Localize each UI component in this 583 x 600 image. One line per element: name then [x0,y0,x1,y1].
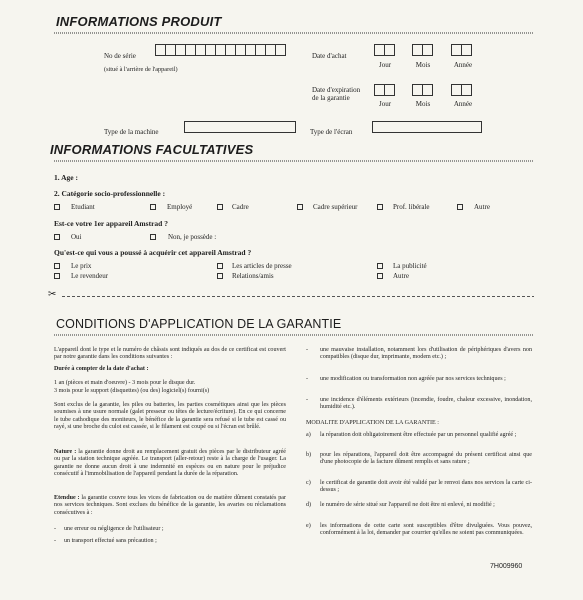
etendue-label: Etendue : [54,495,80,501]
option-cadre-superieur: Cadre supérieur [313,203,358,211]
checkbox-etudiant[interactable] [54,204,60,210]
purchase-date-label: Date d'achat [312,52,347,60]
checkbox-prof-liberale[interactable] [377,204,383,210]
day-label: Jour [378,100,392,108]
duration-line-1: 1 an (pièces et main d'oeuvre) - 3 mois pour le disque dur. [54,380,196,386]
machine-type-label: Type de la machine [104,128,159,136]
section-rule [54,334,534,336]
cut-line [62,296,534,297]
nature-label: Nature : [54,449,77,455]
purchase-day-field[interactable] [374,44,394,56]
document-code: 7H009960 [490,563,523,570]
warranty-intro: L'appareil dont le type et le numéro de châssis sont indiqués au dos de ce certificat est couvert par notre garantie dans les conditions suivantes : [54,347,286,361]
checkbox-cadre[interactable] [217,204,223,210]
bullet-dash: - [54,526,57,532]
checkbox-prix[interactable] [54,263,60,269]
option-autre: Autre [474,203,490,211]
modalite-c: le certificat de garantie doit avoir été validé par le renvoi dans nos services la carte ci-dessus ; [320,480,532,494]
question-reason: Qu'est-ce qui vous a poussé à acquérir cet appareil Amstrad ? [54,248,252,257]
modalite-key-b: b) [306,452,312,458]
duration-line-2: 3 mois pour le support (disquettes) (ou des) logiciel(s) fourni(s) [54,388,210,394]
left-bullet-2: un transport effectué sans précaution ; [64,538,157,544]
right-bullet-3: une incidence d'éléments extérieurs (incendie, foudre, chaleur excessive, inondation, humidité etc.). [320,397,532,411]
exclusions-paragraph: Sont exclus de la garantie, les piles ou batteries, les parties cosmétiques ainsi que les pièces soumises à une usure normale (galet presseur ou têtes de lecture/écriture). En ce qui concerne le tube cathodique des moniteurs, le bénéfice de la garantie sera refusé si le tube est cassé ou rayé, si une broche du culot est cassée, si le filament est coupé ou si l'écran est brûlé. [54,402,286,430]
checkbox-employe[interactable] [150,204,156,210]
section-title-garantie: CONDITIONS D'APPLICATION DE LA GARANTIE [56,317,342,331]
checkbox-articles-presse[interactable] [217,263,223,269]
modalite-d: le numéro de série situé sur l'appareil ne doit être ni enlevé, ni modifié ; [320,502,495,508]
screen-type-field[interactable] [372,121,482,133]
right-bullet-2: une modification ou transformation non agréée par nos services techniques ; [320,376,506,382]
bullet-dash: - [306,397,309,403]
expiry-label-line2: de la garantie [312,94,350,102]
machine-type-field[interactable] [184,121,296,133]
right-bullet-1: une mauvaise installation, notamment lors d'utilisation de périphériques d'avers non compatibles (disque dur, imprimante, modem etc.) ; [320,347,532,361]
year-label: Année [453,100,473,108]
question-age: 1. Age : [54,173,78,182]
bullet-dash: - [306,376,309,382]
modalite-title: MODALITE D'APPLICATION DE LA GARANTIE : [306,420,439,426]
nature-paragraph [54,449,286,478]
expiry-month-field[interactable] [412,84,432,96]
option-articles-presse: Les articles de presse [232,262,292,270]
checkbox-publicite[interactable] [377,263,383,269]
etendue-text: la garantie couvre tous les vices de fabrication ou de matière dûment constatés par nos services techniques. Sont exclues du bénéfice de la garantie, les avaries ou réclamations consécutives à : [54,495,286,516]
bullet-dash: - [54,538,57,544]
month-label: Mois [415,100,431,108]
duration-title: Durée à compter de la date d'achat : [54,366,149,372]
section-title-facultatives: INFORMATIONS FACULTATIVES [50,142,254,157]
purchase-month-field[interactable] [412,44,432,56]
section-rule [54,32,534,34]
day-label: Jour [378,61,392,69]
modalite-b: pour les réparations, l'appareil doit être accompagné du présent certificat ainsi que d'une photocopie de la facture dûment remplis et sans rature ; [320,452,532,466]
checkbox-cadre-superieur[interactable] [297,204,303,210]
option-etudiant: Etudiant [71,203,95,211]
checkbox-autre-raison[interactable] [377,273,383,279]
modalite-key-d: d) [306,502,312,508]
modalite-e: les informations de cette carte sont susceptibles d'être divulguées. Vous pouvez, conformément à la loi, demander par courrier qu'elles ne soient pas communiquées. [320,523,532,537]
scissors-icon: ✂ [48,289,57,300]
bullet-dash: - [306,347,309,353]
month-label: Mois [415,61,431,69]
section-title-produit: INFORMATIONS PRODUIT [56,14,222,29]
option-oui: Oui [71,233,82,241]
serial-number-boxes[interactable] [155,44,285,56]
screen-type-label: Type de l'écran [310,128,353,136]
option-prix: Le prix [71,262,92,270]
expiry-label-line1: Date d'expiration [312,86,361,94]
option-employe: Employé [167,203,193,211]
purchase-year-field[interactable] [451,44,471,56]
checkbox-non[interactable] [150,234,156,240]
checkbox-oui[interactable] [54,234,60,240]
option-cadre: Cadre [232,203,249,211]
etendue-paragraph [54,495,286,517]
modalite-key-e: e) [306,523,311,529]
option-non: Non, je possède : [168,233,217,241]
question-first-amstrad: Est-ce votre 1er appareil Amstrad ? [54,219,168,228]
modalite-a: la réparation doit obligatoirement être effectuée par un personnel qualifié agréé ; [320,432,517,438]
option-prof-liberale: Prof. libérale [393,203,430,211]
option-autre-raison: Autre [393,272,409,280]
checkbox-autre[interactable] [457,204,463,210]
expiry-year-field[interactable] [451,84,471,96]
serial-label: No de série [104,52,136,60]
checkbox-revendeur[interactable] [54,273,60,279]
question-category: 2. Catégorie socio-professionnelle : [54,189,166,198]
modalite-key-c: c) [306,480,311,486]
nature-text: la garantie donne droit au remplacement gratuit des pièces par le distributeur agréé ou par la station technique agréée. Le transport (aller-retour) reste à la charge de l'usager. La garantie ne donne aucun droit à une indemnité en espèces ou en nature pour le préjudice consécutif à l'immobilisation de l'appareil pendant la durée de la réparation. [54,449,287,477]
modalite-key-a: a) [306,432,311,438]
expiry-day-field[interactable] [374,84,394,96]
option-publicite: La publicité [393,262,427,270]
checkbox-relations-amis[interactable] [217,273,223,279]
year-label: Année [453,61,473,69]
section-rule [54,160,534,162]
left-bullet-1: une erreur ou négligence de l'utilisateur ; [64,526,164,532]
serial-note: (situé à l'arrière de l'appareil) [104,66,178,73]
option-relations-amis: Relations/amis [232,272,274,280]
option-revendeur: Le revendeur [71,272,109,280]
